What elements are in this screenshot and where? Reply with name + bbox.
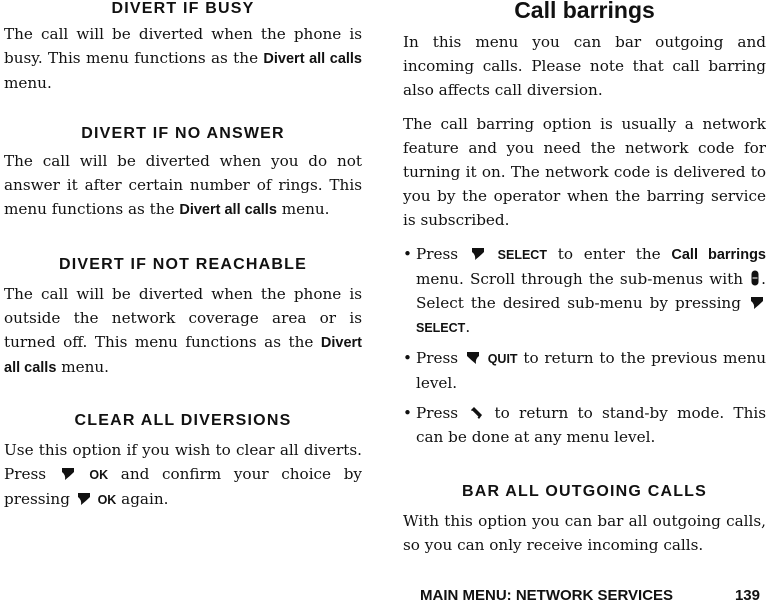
divert-not-reachable-heading: DIVERT IF NOT REACHABLE: [58, 256, 308, 273]
page-title: Call barrings: [514, 0, 655, 23]
bar-all-outgoing-heading: BAR ALL OUTGOING CALLS: [461, 483, 708, 500]
clear-all-diversions-text: Use this option if you wish to clear all diverts. Press OK and confirm your choice by pressing OK again.: [4, 441, 363, 508]
page-footer: [420, 587, 766, 604]
right-column: [403, 0, 766, 557]
right-softkey-icon: [466, 351, 480, 365]
left-softkey-icon: [77, 492, 91, 506]
intro-paragraph: In this menu you can bar outgoing and incoming calls. Please note that call barring also affects call diversion.: [403, 33, 766, 99]
divert-if-busy-text: The call will be diverted when the phone is busy. This menu functions as the Divert all calls menu.: [4, 25, 363, 92]
footer-section-title: MAIN MENU: NETWORK SERVICES: [420, 587, 674, 604]
left-softkey-icon: [61, 467, 75, 481]
list-item: • Press QUIT to return to the previous menu level.: [403, 349, 766, 392]
divert-not-reachable-text: The call will be diverted when the phone is outside the network coverage area or is turned off. This menu functions as the Divert all calls menu.: [4, 285, 362, 376]
end-key-icon: [469, 406, 483, 420]
list-item: • Press SELECT to enter the Call barrings menu. Scroll through the sub-menus with . Select the desired sub-menu by pressing SELECT.: [403, 245, 766, 336]
left-softkey-icon: [750, 296, 764, 310]
left-softkey-icon: [471, 247, 485, 261]
divert-no-answer-heading: DIVERT IF NO ANSWER: [81, 125, 285, 142]
divert-no-answer-text: The call will be diverted when you do not answer it after certain number of rings. This menu functions as the Divert all calls menu.: [4, 152, 362, 218]
bar-all-outgoing-text: With this option you can bar all outgoing calls, so you can only receive incoming calls.: [403, 512, 766, 554]
page-number: 139: [734, 587, 760, 604]
list-item: • Press to return to stand-by mode. This can be done at any menu level.: [403, 404, 766, 446]
left-column: [4, 0, 362, 512]
network-code-paragraph: The call barring option is usually a network feature and you need the network code for turning it on. The network code is delivered to you by the operator when the barring service is subscribed.: [403, 115, 766, 229]
divert-if-busy-heading: DIVERT IF BUSY: [111, 0, 255, 17]
clear-all-diversions-heading: CLEAR ALL DIVERSIONS: [74, 412, 292, 429]
scroll-key-icon: [751, 270, 759, 286]
